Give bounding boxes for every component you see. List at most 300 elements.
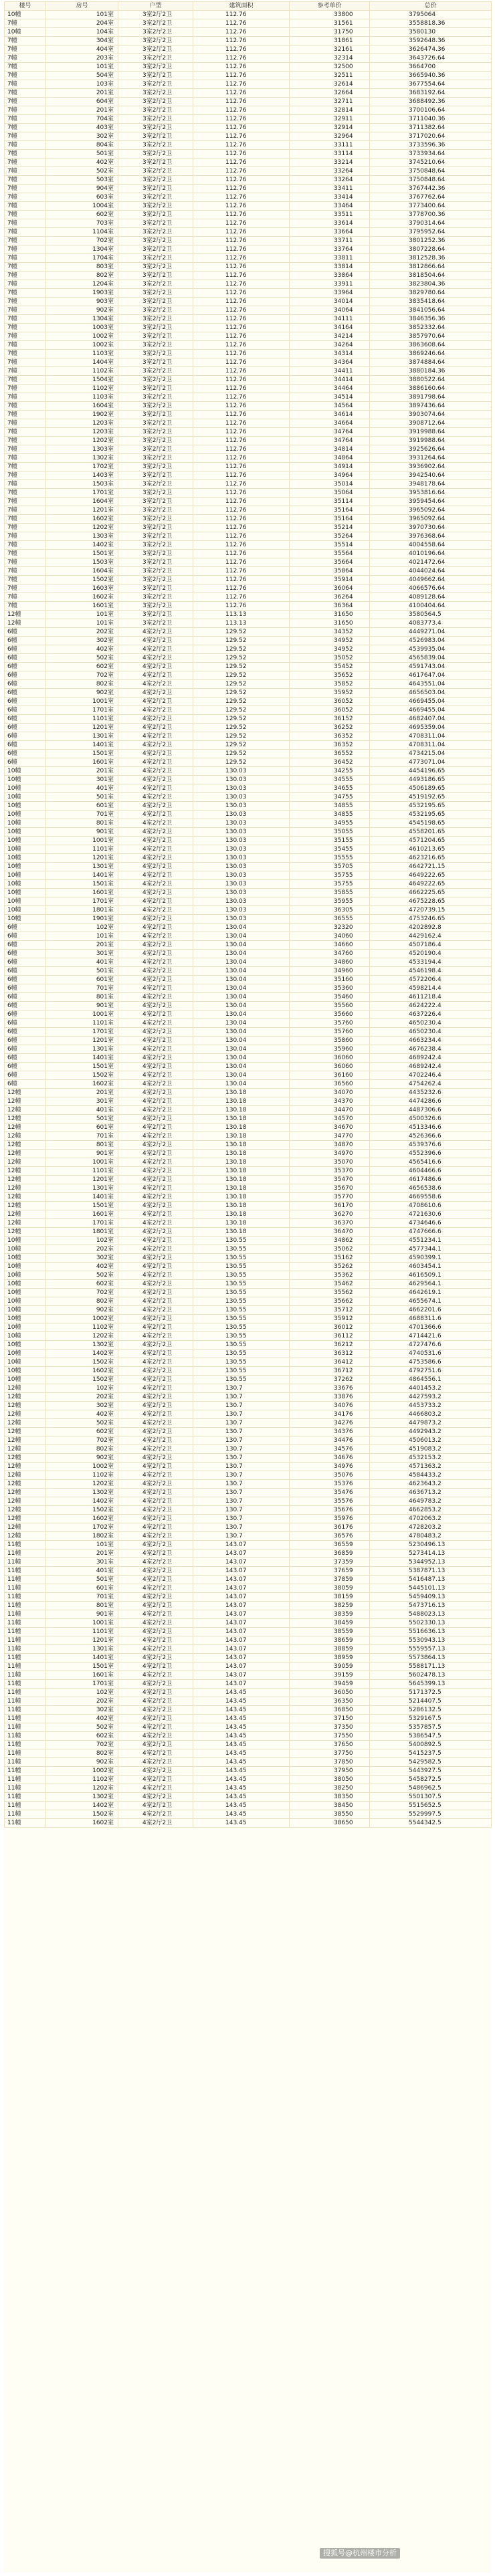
cell-layout: 4室2厅2卫 [118,1202,193,1210]
cell-unit-price: 32814 [290,106,370,115]
cell-layout: 3室2厅2卫 [118,324,193,332]
cell-unit-price: 36252 [290,724,370,732]
cell-building: 12幢 [5,1523,46,1532]
cell-layout: 4室2厅2卫 [118,689,193,697]
cell-building: 7幢 [5,367,46,376]
cell-layout: 4室2厅2卫 [118,811,193,819]
table-row [5,1758,492,1767]
cell-area: 130.18 [193,1202,290,1210]
cell-room: 1102室 [46,1471,118,1480]
table-row [5,1080,492,1089]
cell-building: 6幢 [5,697,46,706]
cell-room: 1303室 [46,532,118,541]
cell-unit-price: 31861 [290,37,370,45]
cell-unit-price: 35014 [290,480,370,489]
cell-unit-price: 34864 [290,454,370,463]
table-row [5,758,492,767]
cell-total-price: 5488023.13 [370,1610,492,1619]
cell-room: 202室 [46,628,118,637]
cell-room: 1203室 [46,428,118,437]
cell-building: 6幢 [5,1037,46,1045]
cell-building: 7幢 [5,419,46,428]
cell-building: 6幢 [5,715,46,724]
cell-unit-price: 33811 [290,254,370,263]
cell-room: 302室 [46,132,118,141]
cell-room: 1301室 [46,1645,118,1654]
table-row [5,558,492,567]
cell-total-price: 3717020.64 [370,132,492,141]
cell-layout: 4室2厅2卫 [118,1776,193,1784]
cell-room: 1603室 [46,584,118,593]
cell-unit-price: 34064 [290,306,370,315]
cell-room: 1301室 [46,732,118,741]
table-row [5,689,492,697]
cell-total-price: 5544342.5 [370,1819,492,1828]
cell-unit-price: 37750 [290,1749,370,1758]
cell-layout: 3室2厅2卫 [118,611,193,619]
cell-area: 130.7 [193,1393,290,1402]
header-total-price: 总价 [370,2,492,11]
table-row [5,671,492,680]
cell-area: 130.04 [193,1080,290,1089]
cell-building: 7幢 [5,98,46,106]
cell-layout: 4室2厅2卫 [118,1576,193,1584]
cell-room: 1502室 [46,576,118,584]
cell-unit-price: 36370 [290,1219,370,1228]
cell-unit-price: 33111 [290,141,370,150]
cell-layout: 3室2厅2卫 [118,124,193,132]
cell-layout: 4室2厅2卫 [118,663,193,671]
cell-building: 6幢 [5,706,46,715]
cell-room: 1304室 [46,245,118,254]
cell-building: 10幢 [5,1237,46,1245]
cell-area: 143.45 [193,1819,290,1828]
cell-layout: 4室2厅2卫 [118,1237,193,1245]
cell-room: 301室 [46,1558,118,1567]
cell-building: 7幢 [5,150,46,158]
cell-total-price: 4773071.04 [370,758,492,767]
cell-unit-price: 35576 [290,1497,370,1506]
cell-building: 11幢 [5,1732,46,1741]
cell-building: 12幢 [5,1089,46,1097]
cell-room: 902室 [46,306,118,315]
cell-room: 1204室 [46,280,118,289]
cell-room: 1102室 [46,367,118,376]
cell-unit-price: 36576 [290,1532,370,1541]
cell-area: 130.7 [193,1410,290,1419]
cell-unit-price: 34376 [290,1428,370,1436]
cell-total-price: 3801252.36 [370,237,492,245]
cell-unit-price: 35955 [290,897,370,906]
cell-area: 130.55 [193,1323,290,1332]
cell-area: 143.45 [193,1723,290,1732]
table-row [5,1749,492,1758]
cell-layout: 4室2厅2卫 [118,1741,193,1749]
table-row [5,324,492,332]
cell-unit-price: 35262 [290,1263,370,1271]
cell-building: 10幢 [5,897,46,906]
cell-unit-price: 35062 [290,1245,370,1254]
cell-total-price: 4453733.2 [370,1402,492,1410]
cell-layout: 3室2厅2卫 [118,489,193,498]
cell-room: 1704室 [46,254,118,263]
cell-unit-price: 34352 [290,628,370,637]
cell-total-price: 3841056.64 [370,306,492,315]
cell-layout: 4室2厅2卫 [118,1602,193,1610]
cell-unit-price: 36552 [290,750,370,758]
cell-building: 10幢 [5,1280,46,1289]
cell-layout: 3室2厅2卫 [118,289,193,298]
cell-building: 11幢 [5,1697,46,1706]
cell-area: 143.45 [193,1749,290,1758]
cell-unit-price: 33214 [290,158,370,167]
table-row [5,1410,492,1419]
table-row [5,1454,492,1463]
cell-unit-price: 38859 [290,1645,370,1654]
table-row [5,628,492,637]
cell-unit-price: 35564 [290,550,370,558]
cell-total-price: 3852332.64 [370,324,492,332]
cell-area: 130.7 [193,1532,290,1541]
cell-total-price: 3790314.64 [370,219,492,228]
cell-layout: 4室2厅2卫 [118,950,193,958]
cell-room: 903室 [46,298,118,306]
cell-area: 112.76 [193,350,290,358]
cell-layout: 3室2厅2卫 [118,463,193,471]
cell-layout: 3室2厅2卫 [118,524,193,532]
cell-unit-price: 35560 [290,1002,370,1010]
table-row [5,663,492,671]
table-row [5,1393,492,1402]
cell-total-price: 5573864.13 [370,1654,492,1662]
cell-unit-price: 35055 [290,828,370,837]
table-row [5,367,492,376]
cell-room: 202室 [46,1697,118,1706]
cell-area: 130.18 [193,1193,290,1202]
cell-unit-price: 35952 [290,689,370,697]
cell-unit-price: 34964 [290,471,370,480]
cell-layout: 4室2厅2卫 [118,1715,193,1723]
cell-total-price: 5214407.5 [370,1697,492,1706]
cell-room: 501室 [46,793,118,802]
cell-unit-price: 33414 [290,193,370,202]
table-row [5,1636,492,1645]
cell-room: 1001室 [46,1158,118,1167]
cell-total-price: 5386547.5 [370,1732,492,1741]
cell-total-price: 4669558.6 [370,1193,492,1202]
cell-total-price: 5530943.13 [370,1636,492,1645]
table-row [5,1028,492,1037]
cell-room: 501室 [46,1115,118,1123]
cell-unit-price: 35470 [290,1176,370,1184]
cell-total-price: 3626474.36 [370,45,492,54]
cell-building: 7幢 [5,289,46,298]
table-row [5,158,492,167]
cell-room: 1503室 [46,558,118,567]
cell-building: 11幢 [5,1715,46,1723]
cell-unit-price: 34111 [290,315,370,324]
cell-total-price: 4049662.64 [370,576,492,584]
cell-total-price: 4603454.1 [370,1263,492,1271]
cell-area: 130.7 [193,1523,290,1532]
cell-unit-price: 33264 [290,176,370,185]
cell-layout: 4室2厅2卫 [118,1245,193,1254]
cell-total-price: 4643551.04 [370,680,492,689]
cell-total-price: 4526983.04 [370,637,492,645]
cell-unit-price: 38559 [290,1628,370,1636]
cell-layout: 3室2厅2卫 [118,619,193,628]
cell-total-price: 4519083.2 [370,1445,492,1454]
cell-total-price: 5416487.13 [370,1576,492,1584]
cell-total-price: 4616509.1 [370,1271,492,1280]
cell-room: 201室 [46,767,118,776]
cell-room: 1201室 [46,1176,118,1184]
cell-building: 7幢 [5,428,46,437]
cell-unit-price: 34764 [290,437,370,445]
cell-building: 10幢 [5,915,46,924]
cell-layout: 4室2厅2卫 [118,1332,193,1341]
cell-building: 6幢 [5,1054,46,1063]
cell-building: 6幢 [5,663,46,671]
cell-total-price: 3592648.36 [370,37,492,45]
cell-layout: 4室2厅2卫 [118,1436,193,1445]
cell-layout: 4室2厅2卫 [118,967,193,976]
cell-total-price: 4513346.6 [370,1123,492,1132]
cell-total-price: 4532153.2 [370,1454,492,1463]
cell-building: 7幢 [5,602,46,611]
cell-total-price: 4675228.65 [370,897,492,906]
cell-unit-price: 34476 [290,1436,370,1445]
cell-area: 129.52 [193,637,290,645]
cell-layout: 4室2厅2卫 [118,1680,193,1689]
cell-unit-price: 35705 [290,863,370,871]
cell-room: 101室 [46,1541,118,1549]
cell-layout: 3室2厅2卫 [118,515,193,524]
cell-room: 1602室 [46,1515,118,1523]
cell-layout: 4室2厅2卫 [118,976,193,984]
cell-room: 404室 [46,45,118,54]
cell-room: 702室 [46,671,118,680]
table-row [5,1463,492,1471]
table-row [5,176,492,185]
table-row [5,1315,492,1323]
table-row [5,202,492,211]
cell-total-price: 4617486.6 [370,1176,492,1184]
table-row [5,98,492,106]
cell-room: 402室 [46,1263,118,1271]
table-row [5,228,492,237]
cell-layout: 4室2厅2卫 [118,1219,193,1228]
cell-building: 11幢 [5,1636,46,1645]
cell-area: 112.76 [193,141,290,150]
cell-building: 10幢 [5,863,46,871]
cell-layout: 4室2厅2卫 [118,1263,193,1271]
cell-room: 304室 [46,37,118,45]
cell-building: 6幢 [5,637,46,645]
cell-area: 143.45 [193,1715,290,1723]
cell-total-price: 4669455.04 [370,706,492,715]
cell-room: 1202室 [46,524,118,532]
cell-room: 901室 [46,1002,118,1010]
cell-room: 1301室 [46,1045,118,1054]
cell-unit-price: 34860 [290,958,370,967]
cell-total-price: 5415237.5 [370,1749,492,1758]
cell-room: 101室 [46,932,118,941]
cell-room: 1302室 [46,454,118,463]
cell-building: 6幢 [5,628,46,637]
cell-room: 1402室 [46,1802,118,1810]
cell-building: 7幢 [5,167,46,176]
cell-total-price: 4520190.4 [370,950,492,958]
table-row [5,524,492,532]
cell-room: 1001室 [46,1010,118,1019]
cell-building: 6幢 [5,976,46,984]
table-row [5,645,492,654]
cell-layout: 3室2厅2卫 [118,445,193,454]
cell-room: 1302室 [46,1341,118,1350]
cell-building: 7幢 [5,106,46,115]
cell-building: 10幢 [5,1306,46,1315]
cell-total-price: 4792751.6 [370,1367,492,1376]
cell-area: 130.04 [193,1010,290,1019]
cell-unit-price: 35164 [290,506,370,515]
cell-layout: 4室2厅2卫 [118,1376,193,1384]
cell-area: 130.55 [193,1280,290,1289]
table-row [5,1689,492,1697]
cell-total-price: 3948178.64 [370,480,492,489]
cell-unit-price: 34370 [290,1097,370,1106]
cell-unit-price: 35370 [290,1167,370,1176]
cell-room: 902室 [46,689,118,697]
cell-layout: 4室2厅2卫 [118,1080,193,1089]
cell-building: 11幢 [5,1776,46,1784]
cell-area: 112.76 [193,367,290,376]
cell-area: 129.52 [193,680,290,689]
cell-total-price: 4682407.04 [370,715,492,724]
cell-layout: 3室2厅2卫 [118,72,193,80]
cell-total-price: 3818504.64 [370,272,492,280]
cell-unit-price: 38050 [290,1776,370,1784]
cell-total-price: 4655674.1 [370,1297,492,1306]
cell-building: 12幢 [5,619,46,628]
cell-total-price: 4004558.64 [370,541,492,550]
cell-layout: 4室2厅2卫 [118,1628,193,1636]
cell-total-price: 4708610.6 [370,1202,492,1210]
cell-area: 143.07 [193,1654,290,1662]
cell-unit-price: 36350 [290,1697,370,1706]
cell-unit-price: 38550 [290,1810,370,1819]
cell-layout: 4室2厅2卫 [118,932,193,941]
cell-room: 901室 [46,828,118,837]
cell-building: 6幢 [5,1010,46,1019]
table-row [5,489,492,498]
cell-total-price: 4695359.04 [370,724,492,732]
cell-total-price: 5429582.5 [370,1758,492,1767]
table-header [5,2,492,11]
table-row [5,1193,492,1202]
cell-total-price: 5602478.13 [370,1671,492,1680]
cell-layout: 3室2厅2卫 [118,376,193,385]
cell-room: 1201室 [46,1037,118,1045]
cell-layout: 4室2厅2卫 [118,1141,193,1150]
cell-area: 129.52 [193,645,290,654]
cell-area: 130.04 [193,993,290,1002]
cell-building: 6幢 [5,724,46,732]
table-row [5,80,492,89]
cell-layout: 4室2厅2卫 [118,1167,193,1176]
cell-total-price: 5445101.13 [370,1584,492,1593]
cell-building: 10幢 [5,767,46,776]
cell-unit-price: 36050 [290,1689,370,1697]
cell-area: 130.04 [193,950,290,958]
cell-unit-price: 35555 [290,854,370,863]
cell-room: 201室 [46,89,118,98]
cell-building: 11幢 [5,1793,46,1802]
cell-room: 502室 [46,1271,118,1280]
table-row [5,1523,492,1532]
cell-unit-price: 35652 [290,671,370,680]
cell-layout: 3室2厅2卫 [118,593,193,602]
cell-area: 130.18 [193,1089,290,1097]
cell-unit-price: 34764 [290,428,370,437]
cell-area: 130.7 [193,1428,290,1436]
cell-room: 102室 [46,924,118,932]
cell-building: 7幢 [5,306,46,315]
cell-unit-price: 35155 [290,837,370,845]
cell-layout: 3室2厅2卫 [118,506,193,515]
cell-layout: 4室2厅2卫 [118,1280,193,1289]
table-row [5,871,492,880]
cell-total-price: 4662225.65 [370,889,492,897]
table-row [5,358,492,367]
cell-total-price: 4649222.65 [370,880,492,889]
cell-layout: 4室2厅2卫 [118,1123,193,1132]
cell-layout: 4室2厅2卫 [118,1584,193,1593]
cell-room: 602室 [46,1280,118,1289]
cell-layout: 3室2厅2卫 [118,298,193,306]
cell-area: 130.18 [193,1210,290,1219]
cell-total-price: 4539935.04 [370,645,492,654]
cell-area: 130.03 [193,889,290,897]
cell-unit-price: 31750 [290,28,370,37]
cell-area: 112.76 [193,11,290,19]
cell-building: 7幢 [5,228,46,237]
cell-layout: 4室2厅2卫 [118,1132,193,1141]
table-row [5,854,492,863]
table-row [5,602,492,611]
cell-area: 130.03 [193,802,290,811]
cell-building: 7幢 [5,515,46,524]
cell-area: 130.7 [193,1497,290,1506]
cell-room: 1101室 [46,715,118,724]
cell-total-price: 3677554.64 [370,80,492,89]
table-row [5,1628,492,1636]
cell-room: 1602室 [46,515,118,524]
cell-layout: 4室2厅2卫 [118,1767,193,1776]
cell-area: 143.07 [193,1610,290,1619]
cell-area: 113.13 [193,619,290,628]
cell-room: 1604室 [46,402,118,411]
cell-layout: 3室2厅2卫 [118,576,193,584]
cell-room: 604室 [46,98,118,106]
cell-building: 7幢 [5,280,46,289]
cell-building: 12幢 [5,1210,46,1219]
cell-building: 12幢 [5,1150,46,1158]
cell-area: 112.76 [193,89,290,98]
cell-area: 112.76 [193,19,290,28]
cell-room: 602室 [46,1732,118,1741]
cell-unit-price: 33114 [290,150,370,158]
